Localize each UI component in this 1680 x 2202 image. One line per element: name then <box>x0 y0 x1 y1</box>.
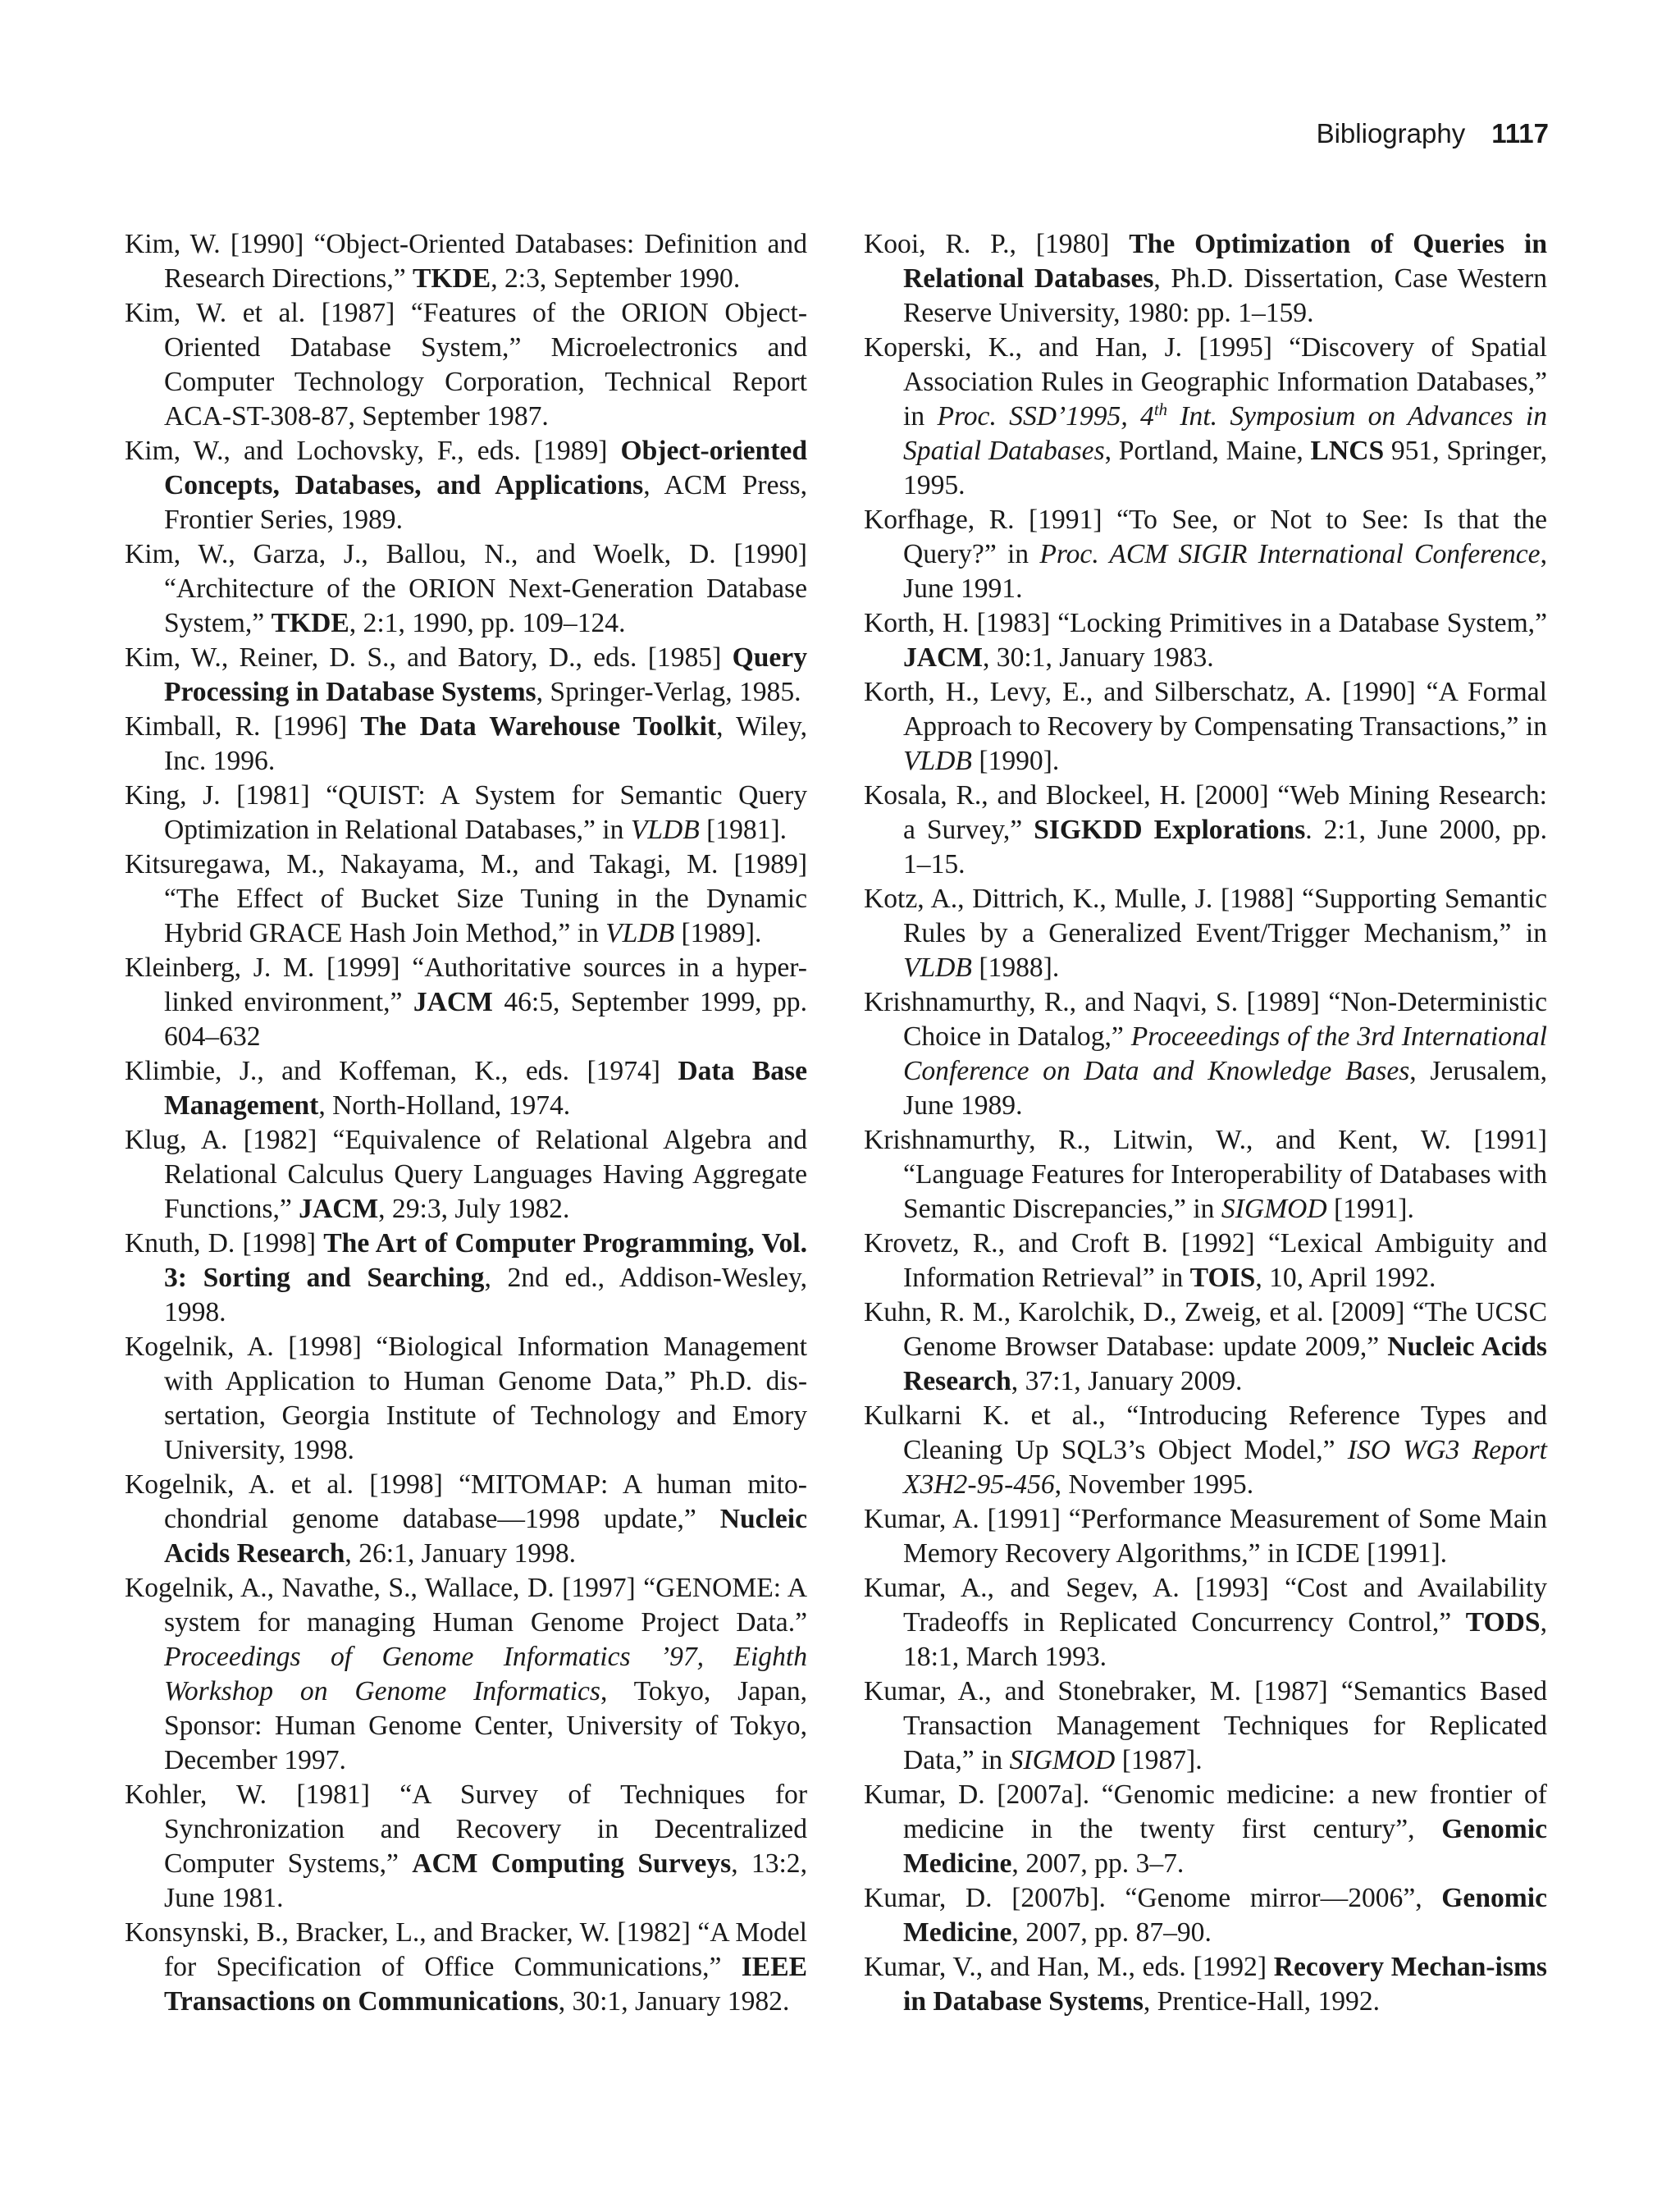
bibliography-entry <box>864 1502 1547 1571</box>
entry-text: , 2nd ed., Addison-Wesley, 1998. <box>164 1263 807 1327</box>
entry-italic-text: VLDB <box>903 746 972 776</box>
entry-text: Kumar, A. [1991] “Performance Measurement of Some Main Memory Recovery Algorithms,” in ICDE [1991]. <box>864 1504 1547 1569</box>
bibliography-entry <box>864 1227 1547 1295</box>
entry-text: Kim, W. [1990] “Object-Oriented Databases: Definition and Research Directions,” <box>125 229 807 294</box>
entry-text: , ACM Press, Frontier Series, 1989. <box>164 470 808 535</box>
bibliography-entry <box>864 985 1547 1123</box>
bibliography-entry <box>125 641 807 710</box>
entry-text: Korfhage, R. [1991] “To See, or Not to See: Is that the Query?” in <box>864 505 1547 569</box>
entry-italic-text: SIGMOD <box>1221 1194 1327 1224</box>
entry-text: 46:5, September 1999, pp. 604–632 <box>164 987 807 1052</box>
bibliography-entry <box>125 1330 807 1468</box>
bibliography-entry <box>864 882 1547 985</box>
entry-bold-title: Nucleic Acids Research <box>164 1504 807 1569</box>
entry-bold-title: Nucleic Acids Research <box>903 1332 1547 1396</box>
entry-text: , November 1995. <box>1054 1469 1254 1500</box>
entry-text: Kosala, R., and Blockeel, H. [2000] “Web Mining Research: a Survey,” <box>864 780 1547 845</box>
entry-bold-title: SIGKDD Explorations <box>1034 815 1306 845</box>
entry-text: , 2007, pp. 87–90. <box>1011 1917 1212 1948</box>
entry-text: Kumar, D. [2007a]. “Genomic medicine: a new frontier of medicine in the twenty first century”, <box>864 1779 1547 1844</box>
entry-text: [1989]. <box>674 918 762 948</box>
entry-bold-title: The Optimization of Queries in Relational Databases <box>903 229 1548 294</box>
entry-italic-text: Proceeedings of the 3rd International Conference on Data and Knowledge Bases <box>903 1021 1547 1086</box>
entry-text: Kim, W., Garza, J., Ballou, N., and Woelk, D. [1990] “Architecture of the ORION Next-Generation Database System,” <box>125 539 807 638</box>
entry-bold-title: Query Processing in Database Systems <box>164 642 807 707</box>
entry-italic-text: ISO WG3 Report X3H2-95-456 <box>903 1435 1547 1500</box>
bibliography-entry <box>864 331 1547 503</box>
entry-text: Kim, W. et al. [1987] “Features of the ORION Object-Oriented Database System,” Microelectronics and Computer Technology Corporation, Technical Report ACA-ST-308-87, September 1987. <box>125 298 807 432</box>
entry-text: Kogelnik, A. et al. [1998] “MITOMAP: A human mito-chondrial genome database—1998 update,” <box>125 1469 807 1534</box>
bibliography-entry <box>125 434 807 537</box>
bibliography-entry <box>125 1123 807 1227</box>
entry-text: , 2:1, 1990, pp. 109–124. <box>349 608 626 638</box>
entry-bold-title: ACM Computing Surveys <box>412 1848 732 1879</box>
entry-italic-text: Int. Symposium on Advances in Spatial Databases <box>903 401 1548 466</box>
bibliography-entry <box>125 1468 807 1571</box>
entry-bold-title: Genomic Medicine <box>903 1814 1547 1879</box>
entry-text: [1991]. <box>1326 1194 1414 1224</box>
bibliography-entry <box>864 779 1547 882</box>
entry-text: Klimbie, J., and Koffeman, K., eds. [1974] <box>125 1056 678 1086</box>
entry-text: Kitsuregawa, M., Nakayama, M., and Takagi, M. [1989] “The Effect of Bucket Size Tuning in the Dynamic Hybrid GRACE Hash Join Method,” in <box>125 849 807 948</box>
entry-text: , Tokyo, Japan, Sponsor: Human Genome Center, University of Tokyo, December 1997. <box>164 1676 807 1775</box>
entry-bold-title: Recovery Mechan-isms in Database Systems <box>903 1952 1547 2017</box>
entry-text: Kotz, A., Dittrich, K., Mulle, J. [1988] “Supporting Semantic Rules by a Generalized Event/Trigger Mechanism,” in <box>864 884 1547 948</box>
entry-text: , 2007, pp. 3–7. <box>1011 1848 1185 1879</box>
bibliography-entry <box>125 1916 807 2019</box>
entry-text: Kooi, R. P., [1980] <box>864 229 1130 259</box>
entry-text: Krovetz, R., and Croft B. [1992] “Lexical Ambiguity and Information Retrieval” in <box>864 1228 1547 1293</box>
entry-bold-title: JACM <box>903 642 983 673</box>
entry-text: 951, Springer, 1995. <box>903 436 1548 500</box>
section-title: Bibliography <box>1316 118 1466 148</box>
entry-text: [1981]. <box>699 815 788 845</box>
entry-text: Kumar, D. [2007b]. “Genome mirror—2006”, <box>864 1883 1442 1913</box>
entry-text: [1988]. <box>971 953 1060 983</box>
entry-italic-text: Proceedings of Genome Informatics ’97, Eighth Workshop on Genome Informatics <box>164 1642 807 1706</box>
page-number: 1117 <box>1491 118 1549 148</box>
bibliography-entry <box>125 951 807 1054</box>
bibliography-entry <box>125 1778 807 1916</box>
entry-bold-title: LNCS <box>1310 436 1385 466</box>
bibliography-entry <box>864 606 1547 675</box>
entry-bold-title: TOIS <box>1189 1263 1256 1293</box>
entry-text: , 26:1, January 1998. <box>345 1538 577 1569</box>
bibliography-column-left <box>125 227 807 2019</box>
bibliography-entry <box>864 1571 1547 1674</box>
entry-text: King, J. [1981] “QUIST: A System for Semantic Query Optimization in Relational Databases,” in <box>125 780 807 845</box>
entry-text: Kogelnik, A. [1998] “Biological Information Management with Application to Human Genome Data,” Ph.D. dis-sertation, Georgia Institute of Technology and Emory University, 1998. <box>125 1332 807 1465</box>
entry-text: , Ph.D. Dissertation, Case Western Reserve University, 1980: pp. 1–159. <box>903 263 1547 328</box>
entry-text: , Portland, Maine, <box>1104 436 1311 466</box>
entry-text: , 13:2, June 1981. <box>164 1848 807 1913</box>
entry-text: Kumar, A., and Stonebraker, M. [1987] “Semantics Based Transaction Management Techniques for Replicated Data,” in <box>864 1676 1547 1775</box>
entry-bold-title: Genomic Medicine <box>903 1883 1547 1948</box>
bibliography-entry <box>125 779 807 847</box>
entry-text: [1987]. <box>1115 1745 1203 1775</box>
entry-bold-title: The Data Warehouse Toolkit <box>360 711 717 742</box>
bibliography-entry <box>125 1227 807 1330</box>
entry-text: Konsynski, B., Bracker, L., and Bracker, W. [1982] “A Model for Specification of Office Communications,” <box>125 1917 807 1982</box>
bibliography-entry <box>864 227 1547 331</box>
entry-text: Korth, H., Levy, E., and Silberschatz, A. [1990] “A Formal Approach to Recovery by Compensating Transactions,” in <box>864 677 1547 742</box>
entry-text: Kohler, W. [1981] “A Survey of Techniques for Synchronization and Recovery in Decentralized Computer Systems,” <box>125 1779 807 1879</box>
entry-bold-title: TKDE <box>271 608 349 638</box>
entry-text: , 2:3, September 1990. <box>491 263 741 294</box>
entry-text: Koperski, K., and Han, J. [1995] “Discovery of Spatial Association Rules in Geographic Information Databases,” in <box>864 332 1547 432</box>
entry-text: Kogelnik, A., Navathe, S., Wallace, D. [1997] “GENOME: A system for managing Human Genome Project Data.” <box>125 1573 807 1638</box>
bibliography-entry <box>864 1123 1547 1227</box>
entry-text: , 37:1, January 2009. <box>1011 1366 1243 1396</box>
running-head <box>1317 117 1549 150</box>
entry-bold-title: Object-oriented Concepts, Databases, and Applications <box>164 436 807 500</box>
entry-bold-title: JACM <box>299 1194 379 1224</box>
entry-text: Kleinberg, J. M. [1999] “Authoritative sources in a hyper-linked environment,” <box>125 953 807 1017</box>
bibliography-entry <box>864 1778 1547 1881</box>
entry-text: Kumar, A., and Segev, A. [1993] “Cost and Availability Tradeoffs in Replicated Concurrency Control,” <box>864 1573 1547 1638</box>
entry-text: , 10, April 1992. <box>1255 1263 1436 1293</box>
entry-text: Kimball, R. [1996] <box>125 711 361 742</box>
bibliography-entry <box>864 1674 1547 1778</box>
bibliography-entry <box>125 537 807 641</box>
entry-text: , North-Holland, 1974. <box>318 1090 571 1121</box>
entry-text: , 30:1, January 1983. <box>982 642 1214 673</box>
entry-text: Kim, W., and Lochovsky, F., eds. [1989] <box>125 436 621 466</box>
entry-bold-title: TODS <box>1465 1607 1541 1638</box>
entry-bold-title: TKDE <box>413 263 491 294</box>
entry-italic-text: VLDB <box>605 918 675 948</box>
bibliography-entry <box>864 675 1547 779</box>
entry-text: Kulkarni K. et al., “Introducing Reference Types and Cleaning Up SQL3’s Object Model,” <box>864 1400 1547 1465</box>
entry-text: , 30:1, January 1982. <box>558 1986 790 2017</box>
entry-text: Korth, H. [1983] “Locking Primitives in a Database System,” <box>864 608 1547 638</box>
bibliography-entry <box>125 847 807 951</box>
entry-italic-text: VLDB <box>630 815 700 845</box>
bibliography-column-right <box>864 227 1547 2019</box>
entry-italic-text: Proc. ACM SIGIR International Conference <box>1039 539 1541 569</box>
entry-text: Krishnamurthy, R., Litwin, W., and Kent, W. [1991] “Language Features for Interoperability of Databases with Semantic Discrepancies,” in <box>864 1125 1547 1224</box>
entry-text: , 18:1, March 1993. <box>903 1607 1547 1672</box>
entry-text: [1990]. <box>971 746 1060 776</box>
entry-bold-title: Data Base Management <box>164 1056 807 1121</box>
entry-text: Klug, A. [1982] “Equivalence of Relational Algebra and Relational Calculus Query Languages Having Aggregate Functions,” <box>125 1125 807 1224</box>
entry-text: Krishnamurthy, R., and Naqvi, S. [1989] “Non-Deterministic Choice in Datalog,” <box>864 987 1547 1052</box>
bibliography-entry <box>864 503 1547 606</box>
bibliography-entry <box>125 1571 807 1778</box>
entry-text: Kim, W., Reiner, D. S., and Batory, D., eds. [1985] <box>125 642 733 673</box>
entry-italic-text: SIGMOD <box>1009 1745 1116 1775</box>
entry-bold-title: IEEE Transactions on Communications <box>164 1952 807 2017</box>
bibliography-entry <box>864 1881 1547 1950</box>
entry-text: , Prentice-Hall, 1992. <box>1143 1986 1381 2017</box>
entry-text: Kumar, V., and Han, M., eds. [1992] <box>864 1952 1274 1982</box>
entry-text: . 2:1, June 2000, pp. 1–15. <box>903 815 1547 879</box>
bibliography-entry <box>125 1054 807 1123</box>
bibliography-entry <box>864 1295 1547 1399</box>
entry-italic-text: Proc. SSD’1995, 4 <box>937 401 1154 432</box>
entry-superscript: th <box>1153 399 1168 419</box>
bibliography-entry <box>125 710 807 779</box>
entry-text: , Springer-Verlag, 1985. <box>536 677 801 707</box>
entry-text: Kuhn, R. M., Karolchik, D., Zweig, et al. [2009] “The UCSC Genome Browser Database: update 2009,” <box>864 1297 1547 1362</box>
bibliography-entry <box>125 296 807 434</box>
entry-italic-text: VLDB <box>903 953 972 983</box>
bibliography-entry <box>864 1399 1547 1502</box>
bibliography-entry <box>864 1950 1547 2019</box>
entry-bold-title: The Art of Computer Programming, Vol. 3: Sorting and Searching <box>164 1228 808 1293</box>
entry-bold-title: JACM <box>413 987 493 1017</box>
entry-text: , 29:3, July 1982. <box>378 1194 570 1224</box>
entry-text: , Jerusalem, June 1989. <box>903 1056 1547 1121</box>
entry-text: Knuth, D. [1998] <box>125 1228 324 1259</box>
bibliography-entry <box>125 227 807 296</box>
entry-text: , June 1991. <box>903 539 1547 604</box>
entry-text: , Wiley, Inc. 1996. <box>164 711 807 776</box>
